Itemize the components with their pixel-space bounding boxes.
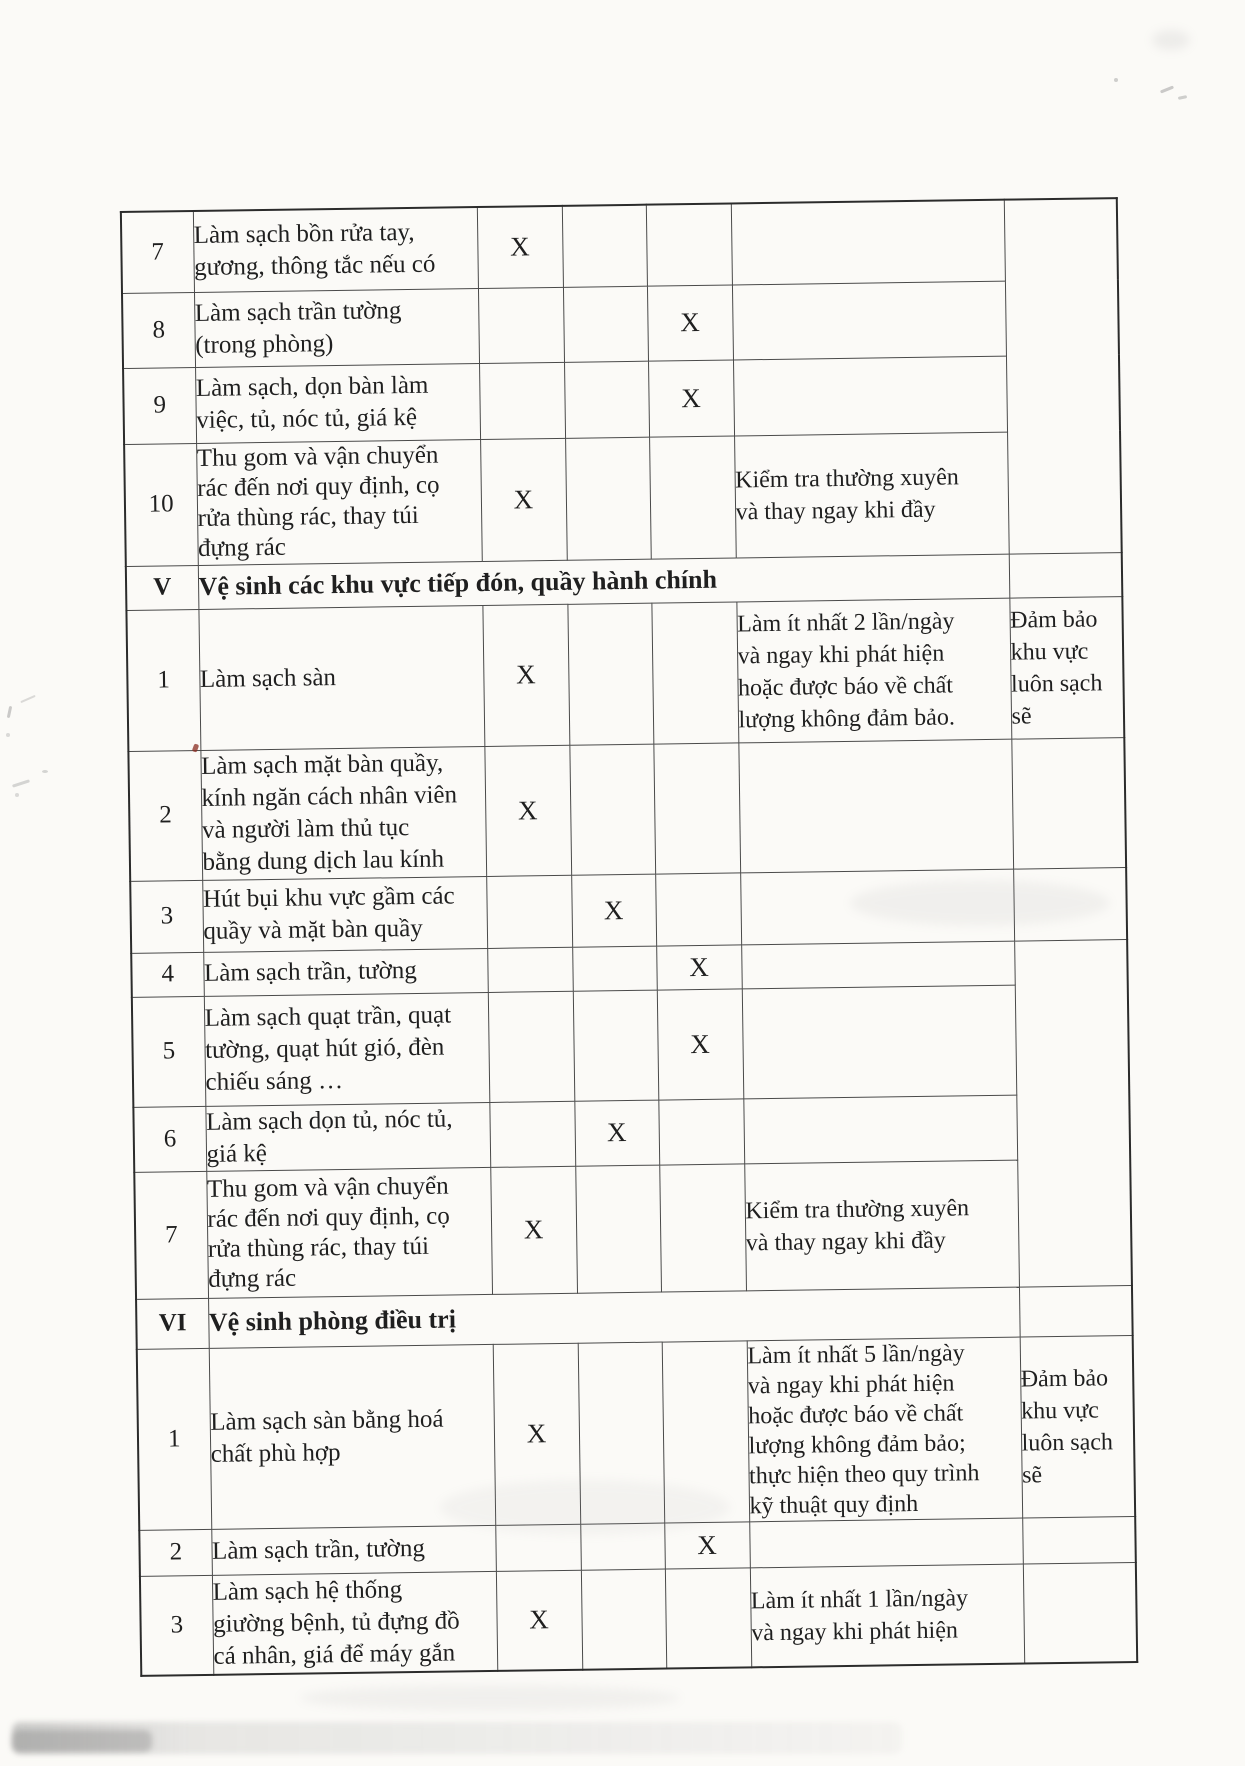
row-number-cell: 3	[130, 880, 203, 953]
task-cell: Thu gom và vận chuyển rác đến nơi quy định, cọ rửa thùng rác, thay túi đựng rác	[206, 1167, 492, 1298]
freq-mark-cell	[487, 947, 573, 992]
table-row	[140, 1562, 1137, 1676]
table-row	[132, 983, 1129, 1107]
margin-mark	[7, 706, 12, 718]
row-number-cell: 7	[121, 211, 194, 293]
freq-mark-cell	[665, 1567, 751, 1668]
row-number-cell: 6	[133, 1106, 206, 1172]
margin-mark	[6, 733, 10, 737]
scan-speck	[1160, 85, 1174, 93]
freq-mark-cell	[486, 875, 572, 948]
row-number-cell: 2	[139, 1529, 212, 1576]
scan-speck	[1114, 78, 1118, 82]
task-cell: Làm sạch trần tường (trong phòng)	[194, 288, 479, 367]
side-note-cell	[1004, 198, 1122, 554]
row-number-cell: 7	[134, 1171, 208, 1299]
freq-mark-cell	[479, 362, 565, 439]
table-row	[123, 354, 1120, 444]
note-cell	[733, 356, 1007, 436]
table-row	[126, 596, 1124, 751]
margin-mark	[20, 695, 35, 703]
margin-mark	[12, 779, 30, 787]
section-title-cell: Vệ sinh phòng điều trị	[208, 1287, 1020, 1348]
table-row	[122, 279, 1119, 368]
freq-mark-cell	[564, 361, 649, 438]
bottom-scan-band	[12, 1722, 902, 1754]
freq-mark-cell: X	[482, 604, 569, 746]
table-row	[137, 1335, 1135, 1530]
freq-mark-cell: X	[574, 1100, 659, 1166]
table-row	[124, 430, 1122, 566]
task-cell: Làm sạch trần, tường	[203, 948, 488, 996]
freq-mark-cell	[655, 872, 741, 945]
task-cell: Làm sạch bồn rửa tay, gương, thông tắc nếu có	[193, 207, 478, 292]
bottom-scan-band	[12, 1730, 152, 1752]
row-number-cell: 1	[137, 1348, 212, 1530]
table-row	[121, 198, 1118, 293]
section-number-cell: VI	[136, 1298, 209, 1349]
task-cell: Hút bụi khu vực gầm các quầy và mặt bàn quầy	[202, 876, 487, 952]
freq-mark-cell	[562, 205, 647, 287]
table-row	[130, 867, 1127, 953]
side-note-cell	[1011, 737, 1126, 869]
freq-mark-cell	[575, 1165, 661, 1293]
side-note-cell	[1019, 1285, 1133, 1337]
freq-mark-cell	[580, 1523, 665, 1570]
freq-mark-cell	[495, 1524, 581, 1571]
task-cell: Làm sạch, dọn bàn làm việc, tủ, nóc tủ, giá kệ	[195, 363, 480, 443]
note-cell	[741, 941, 1015, 989]
section-number-cell: V	[126, 565, 199, 610]
side-note-cell	[1023, 1562, 1137, 1664]
task-cell: Làm sạch dọn tủ, nóc tủ, giá kệ	[205, 1102, 490, 1171]
table-row	[134, 1158, 1132, 1299]
note-cell	[749, 1518, 1023, 1568]
note-cell	[732, 281, 1006, 360]
side-note-cell	[1014, 939, 1132, 1287]
task-cell: Thu gom và vận chuyển rác đến nơi quy định, cọ rửa thùng rác, thay túi đựng rác	[196, 439, 482, 565]
side-note-cell: Đảm bảo khu vực luôn sạch sẽ	[1020, 1335, 1136, 1518]
task-cell: Làm sạch hệ thống giường bệnh, tủ đựng đồ cá nhân, giá để máy gắn	[212, 1571, 497, 1675]
scan-speck	[1178, 95, 1187, 100]
task-cell: Làm sạch sàn	[198, 605, 484, 750]
task-cell: Làm sạch trần, tường	[211, 1525, 496, 1575]
freq-mark-cell: X	[648, 359, 734, 436]
side-note-cell	[1022, 1516, 1136, 1564]
side-note-cell	[1013, 867, 1127, 941]
freq-mark-cell	[659, 1163, 746, 1291]
task-cell: Làm sạch mặt bàn quầy, kính ngăn cách nhân viên và người làm thủ tục bằng dung dịch lau kính	[200, 746, 486, 880]
side-note-cell: Đảm bảo khu vực luôn sạch sẽ	[1009, 596, 1124, 739]
section-title-cell: Vệ sinh các khu vực tiếp đón, quầy hành chính	[198, 554, 1010, 609]
note-cell: Kiểm tra thường xuyên và thay ngay khi đầy	[744, 1160, 1019, 1291]
freq-mark-cell	[478, 287, 564, 363]
margin-mark	[15, 793, 19, 797]
freq-mark-cell: X	[664, 1521, 750, 1568]
freq-mark-cell: X	[657, 988, 744, 1099]
freq-mark-cell	[581, 1569, 666, 1670]
freq-mark-cell	[646, 203, 732, 285]
freq-mark-cell	[573, 990, 659, 1101]
freq-mark-cell	[563, 286, 648, 362]
row-number-cell: 4	[131, 952, 204, 997]
note-cell	[738, 739, 1013, 873]
cleaning-schedule-table	[120, 197, 1138, 1677]
cleaning-schedule-table-wrap	[120, 197, 1136, 1671]
note-cell	[742, 985, 1017, 1099]
freq-mark-cell	[578, 1342, 665, 1524]
freq-mark-cell: X	[571, 874, 656, 947]
note-cell: Kiểm tra thường xuyên và thay ngay khi đầy	[734, 432, 1009, 558]
freq-mark-cell	[569, 744, 655, 875]
note-cell: Làm ít nhất 2 lần/ngày và ngay khi phát hiện hoặc được báo về chất lượng không đảm bảo.	[736, 598, 1011, 743]
scan-smudge	[300, 1685, 680, 1711]
freq-mark-cell	[488, 991, 575, 1102]
margin-mark	[42, 770, 48, 773]
freq-mark-cell	[653, 742, 740, 873]
note-cell	[731, 200, 1005, 285]
task-cell: Làm sạch quạt trần, quạt tường, quạt hút gió, đèn chiếu sáng …	[204, 992, 490, 1106]
side-note-cell	[1009, 552, 1123, 598]
task-cell: Làm sạch sàn bằng hoá chất phù hợp	[209, 1344, 495, 1529]
freq-mark-cell: X	[490, 1166, 577, 1294]
freq-mark-cell: X	[647, 284, 733, 360]
freq-mark-cell	[649, 435, 736, 558]
freq-mark-cell	[651, 601, 738, 743]
freq-mark-cell	[662, 1340, 750, 1522]
freq-mark-cell: X	[480, 438, 567, 561]
freq-mark-cell	[572, 946, 657, 991]
freq-mark-cell: X	[477, 206, 563, 288]
freq-mark-cell: X	[493, 1343, 581, 1525]
freq-mark-cell	[567, 603, 653, 745]
scan-smudge	[1152, 30, 1190, 50]
row-number-cell: 8	[122, 292, 195, 368]
row-number-cell: 2	[128, 750, 202, 881]
row-number-cell: 10	[124, 443, 198, 566]
row-number-cell: 9	[123, 367, 196, 444]
freq-mark-cell: X	[656, 944, 742, 989]
row-number-cell: 1	[126, 609, 200, 751]
note-cell: Làm ít nhất 5 lần/ngày và ngay khi phát hiện hoặc được báo về chất lượng không đảm bảo; thực hiện theo quy trình kỹ thuật quy định	[747, 1337, 1023, 1522]
note-cell	[743, 1095, 1017, 1164]
freq-mark-cell: X	[496, 1570, 582, 1671]
note-cell: Làm ít nhất 1 lần/ngày và ngay khi phát hiện	[750, 1564, 1024, 1668]
freq-mark-cell: X	[484, 745, 571, 876]
freq-mark-cell	[565, 437, 651, 560]
freq-mark-cell	[489, 1101, 575, 1167]
note-cell	[740, 869, 1014, 945]
row-number-cell: 5	[132, 996, 206, 1107]
row-number-cell: 3	[140, 1575, 213, 1676]
freq-mark-cell	[658, 1098, 744, 1164]
table-row	[128, 737, 1126, 881]
